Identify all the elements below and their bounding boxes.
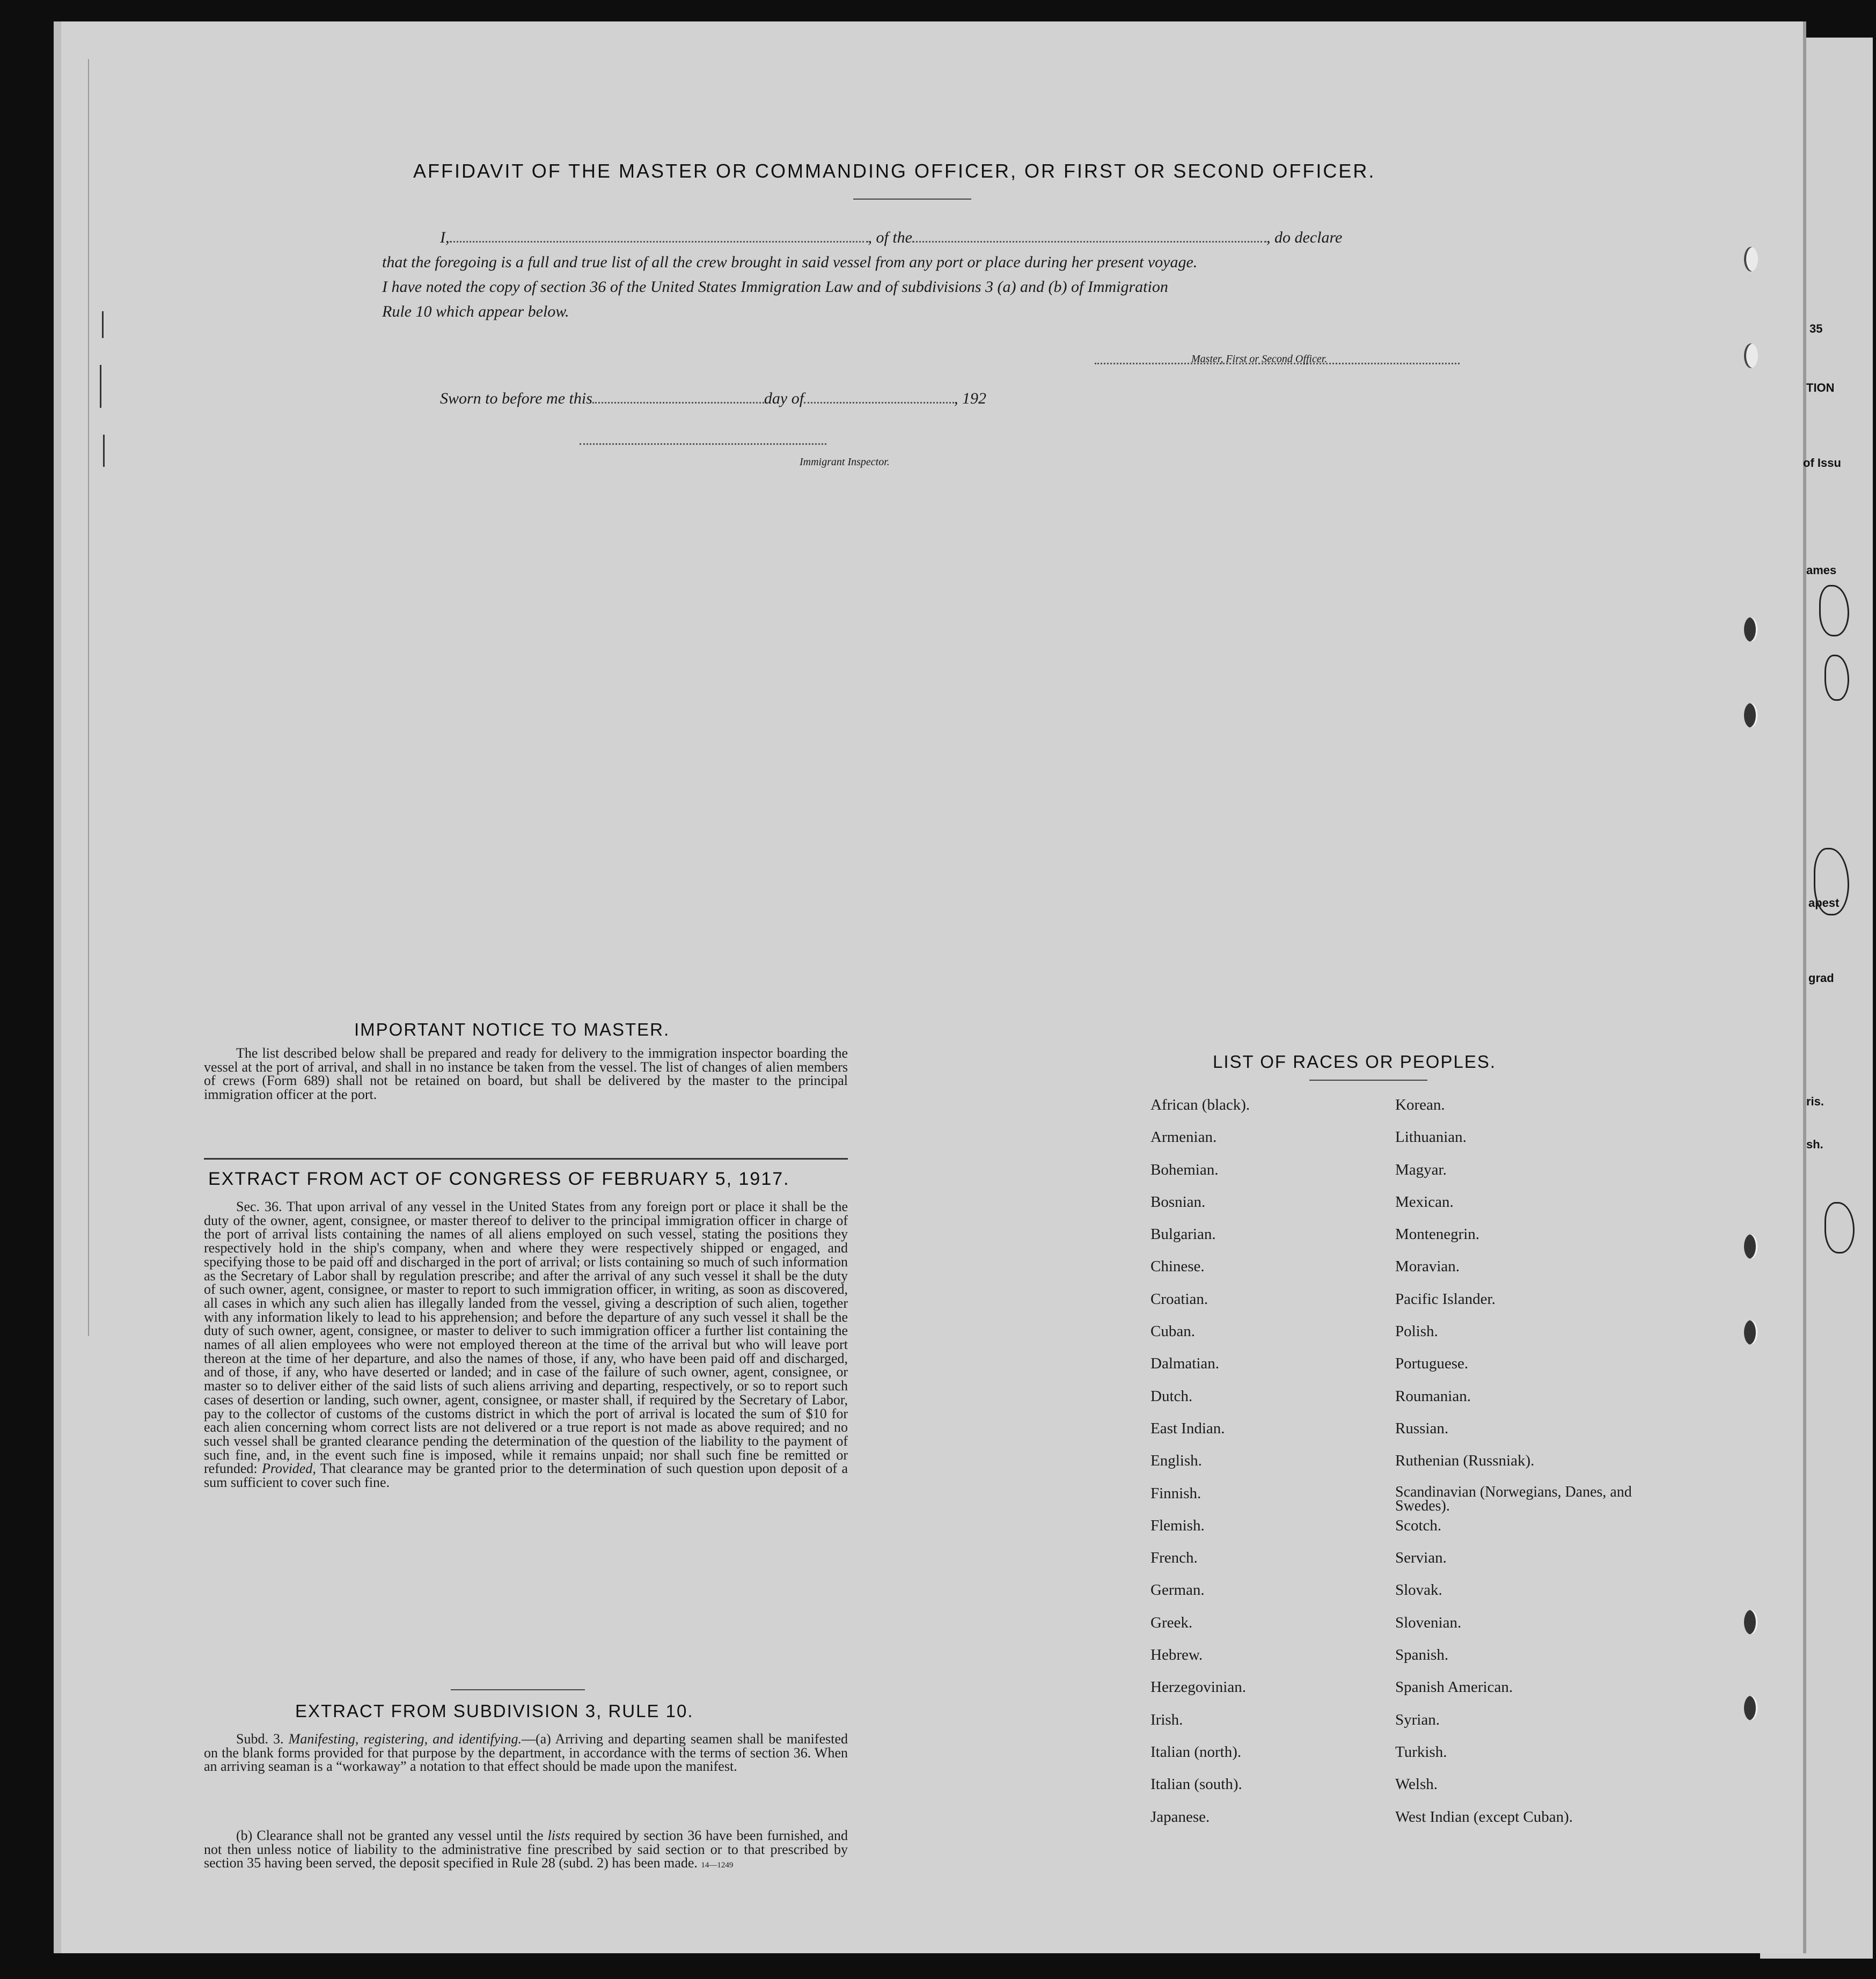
act-extract-title: EXTRACT FROM ACT OF CONGRESS OF FEBRUARY 5, 1917.: [208, 1169, 790, 1189]
race-item: Croatian.: [1150, 1290, 1208, 1308]
races-column-1: [1150, 1097, 1376, 1841]
race-item: French.: [1150, 1549, 1198, 1567]
race-item: Scotch.: [1395, 1516, 1442, 1534]
sworn-label: Sworn to before me this: [440, 390, 592, 407]
race-item: Greek.: [1150, 1614, 1193, 1631]
race-item: Italian (north).: [1150, 1743, 1242, 1761]
affidavit-line-3: I have noted the copy of section 36 of the United States Immigration Law and of subdivisions 3 (a) and (b) of Immigration: [382, 278, 1168, 296]
race-item: Polish.: [1395, 1323, 1438, 1340]
race-item: Herzegovinian.: [1150, 1679, 1246, 1696]
races-rule: [1309, 1080, 1427, 1081]
rule-extract-title: EXTRACT FROM SUBDIVISION 3, RULE 10.: [295, 1701, 694, 1721]
race-item: Bohemian.: [1150, 1161, 1219, 1178]
i-label: I,: [440, 229, 450, 246]
race-item: Scandinavian (Norwegians, Danes, and Swedes).: [1395, 1483, 1632, 1514]
binding-hole: [1744, 703, 1758, 728]
race-item: English.: [1150, 1452, 1202, 1470]
proviso: Provided,: [262, 1461, 316, 1477]
binding-hole: [1744, 1610, 1758, 1634]
race-item: Russian.: [1395, 1419, 1449, 1437]
binding-hole: [1744, 1234, 1758, 1259]
title-rule: [853, 199, 971, 200]
race-item: Cuban.: [1150, 1323, 1195, 1340]
subd-heading: Manifesting, registering, and identifying.: [288, 1731, 522, 1747]
race-item: Servian.: [1395, 1549, 1447, 1567]
affidavit-line-4: Rule 10 which appear below.: [382, 303, 569, 320]
race-item: Bulgarian.: [1150, 1226, 1216, 1243]
race-item: Montenegrin.: [1395, 1226, 1480, 1243]
name-blank[interactable]: [450, 238, 868, 243]
binding-hole: [1744, 1320, 1758, 1345]
names-fragment: ames: [1806, 563, 1837, 577]
race-item: Chinese.: [1150, 1258, 1205, 1276]
para-b-end: required by section 36 have been furnished, and not then unless notice of liability to the administrative fine prescribed by said section or to that prescribed by section 35 having been served, the deposit specified in Rule 28 (subd. 2) has been made.: [204, 1828, 848, 1871]
notice-title: IMPORTANT NOTICE TO MASTER.: [354, 1020, 670, 1039]
race-item: West Indian (except Cuban).: [1395, 1808, 1573, 1826]
race-item: Mexican.: [1395, 1193, 1454, 1211]
page-fold: [54, 21, 61, 1953]
para-a-text: —(a) Arriving and departing seamen shall be manifested on the blank forms provided for that purpose by the department, in accordance with the terms of section 36. When an arriving seaman is a “workaway” a notation to that effect should be made upon the manifest.: [204, 1731, 848, 1775]
inspector-signature-line[interactable]: [580, 440, 826, 445]
inspector-caption: Immigrant Inspector.: [800, 456, 890, 468]
race-item: Korean.: [1395, 1096, 1445, 1113]
race-item: Slovenian.: [1395, 1614, 1462, 1631]
race-item: German.: [1150, 1581, 1205, 1599]
race-item: Dalmatian.: [1150, 1355, 1220, 1373]
race-item: Moravian.: [1395, 1258, 1460, 1276]
year-label: , 192: [954, 390, 987, 407]
page-number-fragment: 35: [1809, 322, 1823, 335]
binding-hole: [1744, 1696, 1758, 1720]
grad-fragment: grad: [1808, 971, 1834, 985]
section-text: That upon arrival of any vessel in the United States from any foreign port or place it shall be the duty of the owner, agent, consignee, or master thereof to deliver to the principal immigration officer in charge of the port of arrival lists containing the names of all aliens employed on such vessel, stating the positions they respectively hold in the ship's company, when and where they were respectively shipped or engaged, and specifying those to be paid off and discharged in the port of arrival; or lists containing so much of such information as the Secretary of Labor shall by regulation prescribe; and after the arrival of any such vessel it shall be the duty of such owner, agent, consignee, or master to report to such immigration officer, in writing, as soon as discovered, all cases in which any such alien has illegally landed from the vessel, giving a description of such alien, together with any information likely to lead to his apprehension; and before the departure of any such vessel it shall be the duty of such owner, agent, consignee, or master to deliver to such immigration officer a further list containing the names of all alien employees who were not employed thereon at the time of the arrival but who will leave port thereon at the time of her departure, and also the names of those, if any, who have been paid off and discharged, and of those, if any, who have deserted or landed; and in case of the failure of such owner, agent, consignee, or master so to deliver either of the said lists of such aliens arriving and departing, respectively, or so to report such cases of desertion or landing, such owner, agent, consignee, or master shall, if required by the Secretary of Labor, pay to the collector of customs of the customs district in which the port of arrival is located the sum of $10 for each alien concerning whom correct lists are not delivered or a true report is not made as above required; and no such vessel shall be granted clearance pending the determination of the question of the liability to the payment of such fine, and, in the event such fine is imposed, while it remains unpaid; nor shall such fine be remitted or refunded:: [204, 1199, 848, 1477]
race-item: Armenian.: [1150, 1128, 1217, 1146]
margin-line: [88, 59, 89, 1336]
races-column-2: [1395, 1097, 1653, 1841]
affidavit-line-2: that the foregoing is a full and true list of all the crew brought in said vessel from any port or place during her present voyage.: [382, 253, 1198, 271]
document-page: [54, 21, 1803, 1953]
race-item: Turkish.: [1395, 1743, 1447, 1761]
race-item: Portuguese.: [1395, 1355, 1469, 1373]
tion-fragment: TION: [1806, 381, 1835, 394]
race-item: Dutch.: [1150, 1387, 1193, 1405]
binding-hole: [1744, 617, 1758, 642]
race-item: Hebrew.: [1150, 1646, 1203, 1664]
race-item: Lithuanian.: [1395, 1128, 1467, 1146]
of-the-label: , of the: [868, 229, 912, 246]
form-code: 14—1249: [701, 1861, 734, 1870]
section-label: Sec. 36.: [236, 1199, 282, 1214]
apest-fragment: apest: [1808, 896, 1840, 910]
races-title: LIST OF RACES OR PEOPLES.: [1213, 1052, 1497, 1072]
race-item: Flemish.: [1150, 1516, 1205, 1534]
binding-hole: [1744, 343, 1758, 368]
day-blank[interactable]: [592, 399, 764, 404]
race-item: Spanish.: [1395, 1646, 1449, 1664]
edge-mark: [100, 365, 101, 408]
edge-mark: [102, 311, 104, 338]
affidavit-title: AFFIDAVIT OF THE MASTER OR COMMANDING OFFICER, OR FIRST OR SECOND OFFICER.: [413, 160, 1376, 182]
do-declare-label: , do declare: [1266, 229, 1343, 246]
notice-rule: [204, 1158, 848, 1160]
month-blank[interactable]: [804, 399, 954, 404]
race-item: Syrian.: [1395, 1711, 1440, 1728]
race-item: Spanish American.: [1395, 1679, 1513, 1696]
section-text-end: That clearance may be granted prior to the determination of such question upon deposit of a sum sufficient to cover such fine.: [204, 1461, 848, 1491]
act-rule: [451, 1689, 585, 1690]
race-item: African (black).: [1150, 1096, 1250, 1113]
race-item: Italian (south).: [1150, 1776, 1242, 1793]
day-of-label: day of: [764, 390, 804, 407]
race-item: Welsh.: [1395, 1776, 1438, 1793]
race-item: East Indian.: [1150, 1419, 1225, 1437]
para-b-start: (b) Clearance shall not be granted any vessel until the: [236, 1828, 544, 1843]
race-item: Magyar.: [1395, 1161, 1447, 1178]
race-item: Ruthenian (Russniak).: [1395, 1452, 1535, 1470]
race-item: Bosnian.: [1150, 1193, 1206, 1211]
para-b-lists: lists: [547, 1828, 570, 1843]
notice-text: The list described below shall be prepared and ready for delivery to the immigration inspector boarding the vessel at the port of arrival, and shall in no instance be taken from the vessel. The list of changes of alien members of crews (Form 689) shall not be retained on board, but shall be delivered by the master to the principal immigration officer at the port.: [204, 1045, 848, 1103]
race-item: Slovak.: [1395, 1581, 1442, 1599]
race-item: Finnish.: [1150, 1484, 1201, 1502]
race-item: Japanese.: [1150, 1808, 1210, 1826]
rule-para-a: [204, 1732, 848, 1773]
ris-fragment: ris.: [1806, 1095, 1824, 1108]
act-extract-text: [204, 1200, 848, 1490]
race-item: Pacific Islander.: [1395, 1290, 1496, 1308]
rule-para-b: [204, 1829, 848, 1873]
race-item: Roumanian.: [1395, 1387, 1471, 1405]
subd-label: Subd. 3.: [236, 1731, 284, 1747]
vessel-blank[interactable]: [912, 238, 1266, 243]
affidavit-line-1: [440, 229, 1342, 247]
issue-fragment: of Issu: [1803, 456, 1841, 470]
race-item: Irish.: [1150, 1711, 1183, 1728]
edge-mark: [103, 435, 105, 467]
sh-fragment: sh.: [1806, 1138, 1823, 1151]
master-caption: Master, First or Second Officer.: [1191, 353, 1328, 365]
sworn-line: [440, 390, 986, 408]
binding-hole: [1744, 247, 1758, 272]
